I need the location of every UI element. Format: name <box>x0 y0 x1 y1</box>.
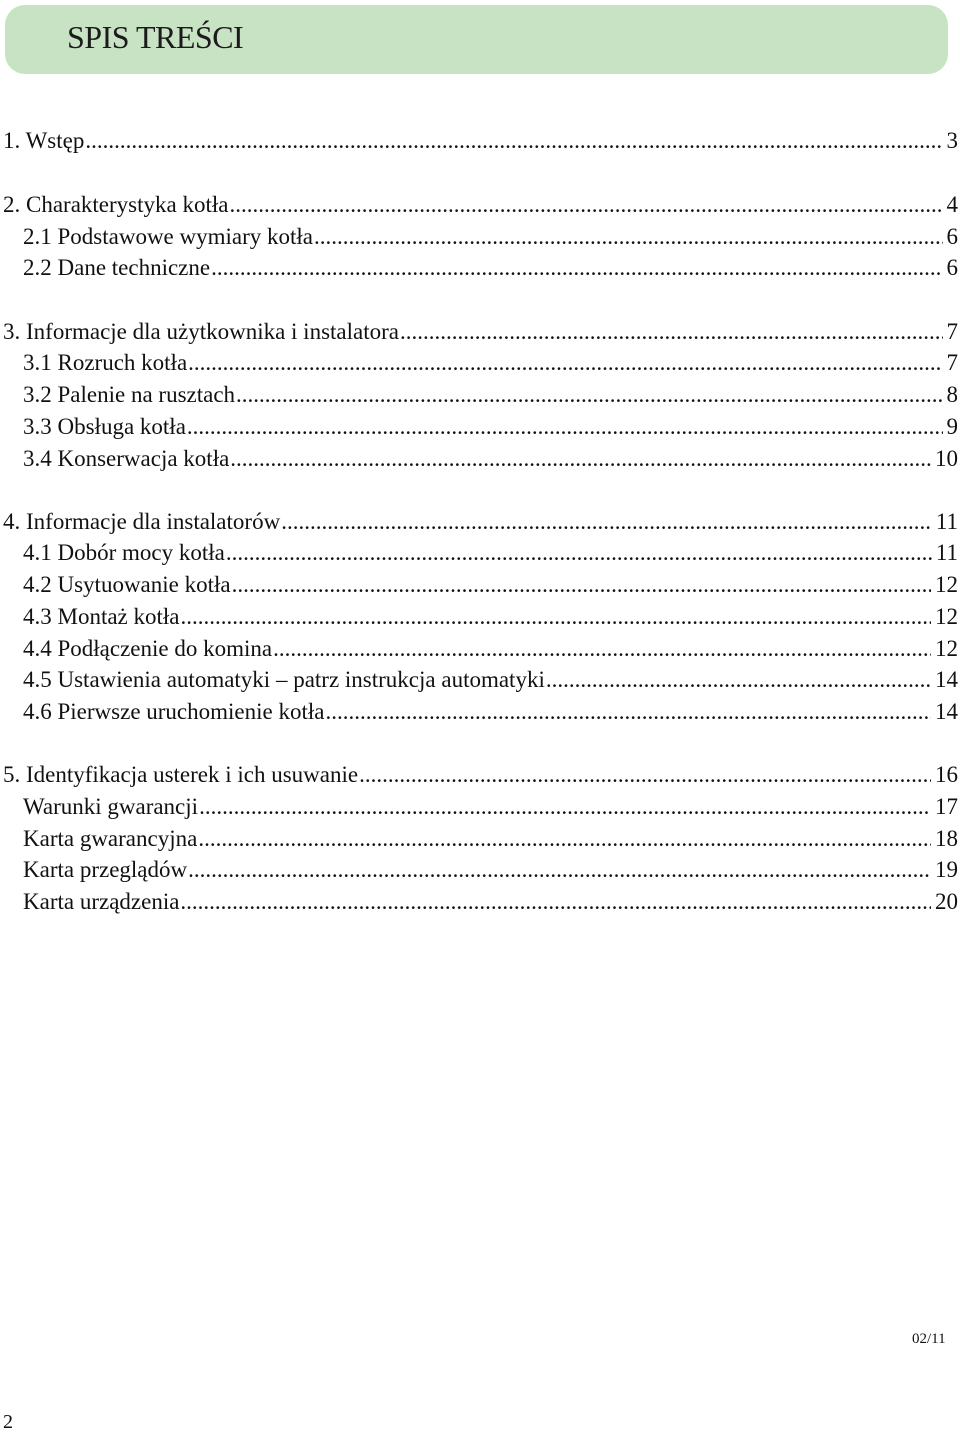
toc-entry-label: 3.4 Konserwacja kotła <box>23 446 230 471</box>
toc-entry-label: 4.6 Pierwsze uruchomienie kotła <box>23 699 325 724</box>
toc-entry-rozruch[interactable] <box>23 348 958 378</box>
toc-leader-dots <box>188 348 942 378</box>
toc-entry-label: 2. Charakterystyka kotła <box>3 192 229 217</box>
toc-entry-label: Karta urządzenia <box>23 889 180 914</box>
toc-leader-dots <box>230 444 931 474</box>
toc-leader-dots <box>229 190 942 220</box>
toc-leader-dots <box>273 634 931 664</box>
document-code: 02/11 <box>912 1331 946 1347</box>
toc-entry-ustawienia-automatyki[interactable] <box>23 665 958 695</box>
toc-entry-informacje-instalatorow[interactable] <box>3 507 958 537</box>
toc-entry-obsluga[interactable] <box>23 412 958 442</box>
toc-entry-label: 3.3 Obsługa kotła <box>23 414 186 439</box>
toc-leader-dots <box>180 887 931 917</box>
toc-entry-warunki-gwarancji[interactable] <box>23 792 958 822</box>
toc-leader-dots <box>85 126 942 156</box>
toc-leader-dots <box>211 253 942 283</box>
toc-leader-dots <box>188 855 931 885</box>
page-number: 2 <box>3 1411 13 1433</box>
toc-entry-wymiary[interactable] <box>23 222 958 252</box>
toc-entry-page: 12 <box>935 604 958 629</box>
toc-entry-page: 6 <box>946 255 958 280</box>
toc-leader-dots <box>325 697 931 727</box>
toc-entry-label: 3.2 Palenie na rusztach <box>23 382 236 407</box>
toc-entry-wstep[interactable] <box>3 126 958 156</box>
toc-entry-podlaczenie[interactable] <box>23 634 958 664</box>
toc-entry-page: 14 <box>935 699 958 724</box>
toc-entry-label: 4.2 Usytuowanie kotła <box>23 572 231 597</box>
toc-entry-label: Karta przeglądów <box>23 857 188 882</box>
toc-entry-page: 16 <box>935 762 958 787</box>
toc-leader-dots <box>181 602 932 632</box>
toc-entry-page: 9 <box>946 414 958 439</box>
toc-entry-palenie[interactable] <box>23 380 958 410</box>
toc-leader-dots <box>236 380 942 410</box>
toc-entry-usytuowanie[interactable] <box>23 570 958 600</box>
toc-entry-page: 10 <box>935 446 958 471</box>
toc-entry-page: 12 <box>935 636 958 661</box>
toc-entry-charakterystyka[interactable] <box>3 190 958 220</box>
toc-entry-page: 11 <box>935 540 958 565</box>
toc-leader-dots <box>546 665 931 695</box>
toc-entry-label: 5. Identyfikacja usterek i ich usuwanie <box>3 762 359 787</box>
toc-entry-page: 7 <box>946 319 958 344</box>
toc-leader-dots <box>400 317 943 347</box>
toc-entry-montaz[interactable] <box>23 602 958 632</box>
toc-entry-page: 3 <box>946 128 958 153</box>
toc-leader-dots <box>199 792 931 822</box>
toc-leader-dots <box>232 570 931 600</box>
toc-entry-page: 17 <box>935 794 958 819</box>
toc-entry-informacje-uzytkownika[interactable] <box>3 317 958 347</box>
toc-entry-label: 4.5 Ustawienia automatyki – patrz instrukcja automatyki <box>23 667 545 692</box>
toc-entry-page: 19 <box>935 857 958 882</box>
toc-entry-label: Warunki gwarancji <box>23 794 199 819</box>
toc-entry-karta-gwarancyjna[interactable] <box>23 824 958 854</box>
toc-entry-label: 3. Informacje dla użytkownika i instalatora <box>3 319 399 344</box>
toc-entry-page: 12 <box>935 572 958 597</box>
toc-entry-label: 1. Wstęp <box>3 128 85 153</box>
toc-leader-dots <box>281 507 932 537</box>
toc-entry-karta-urzadzenia[interactable] <box>23 887 958 917</box>
toc-entry-dobor-mocy[interactable] <box>23 538 958 568</box>
toc-entry-page: 7 <box>946 350 958 375</box>
toc-entry-page: 18 <box>935 826 958 851</box>
toc-entry-label: 4.4 Podłączenie do komina <box>23 636 273 661</box>
toc-leader-dots <box>226 538 932 568</box>
toc-entry-page: 20 <box>935 889 958 914</box>
toc-entry-page: 11 <box>935 509 958 534</box>
toc-entry-label: Karta gwarancyjna <box>23 826 198 851</box>
page-title: SPIS TREŚCI <box>67 19 244 55</box>
toc-entry-label: 2.1 Podstawowe wymiary kotła <box>23 224 314 249</box>
toc-entry-dane-techniczne[interactable] <box>23 253 958 283</box>
toc-entry-konserwacja[interactable] <box>23 444 958 474</box>
toc-entry-label: 2.2 Dane techniczne <box>23 255 211 280</box>
toc-entry-pierwsze-uruchomienie[interactable] <box>23 697 958 727</box>
toc-entry-page: 8 <box>946 382 958 407</box>
toc-entry-page: 14 <box>935 667 958 692</box>
toc-leader-dots <box>187 412 943 442</box>
toc-entry-karta-przegladow[interactable] <box>23 855 958 885</box>
toc-entry-label: 4.1 Dobór mocy kotła <box>23 540 225 565</box>
toc-leader-dots <box>359 760 931 790</box>
toc-entry-label: 4. Informacje dla instalatorów <box>3 509 281 534</box>
toc-leader-dots <box>198 824 931 854</box>
toc-entry-page: 6 <box>946 224 958 249</box>
toc-entry-label: 4.3 Montaż kotła <box>23 604 180 629</box>
toc-entry-label: 3.1 Rozruch kotła <box>23 350 188 375</box>
toc-leader-dots <box>314 222 942 252</box>
toc-entry-identyfikacja-usterek[interactable] <box>3 760 958 790</box>
toc-entry-page: 4 <box>946 192 958 217</box>
